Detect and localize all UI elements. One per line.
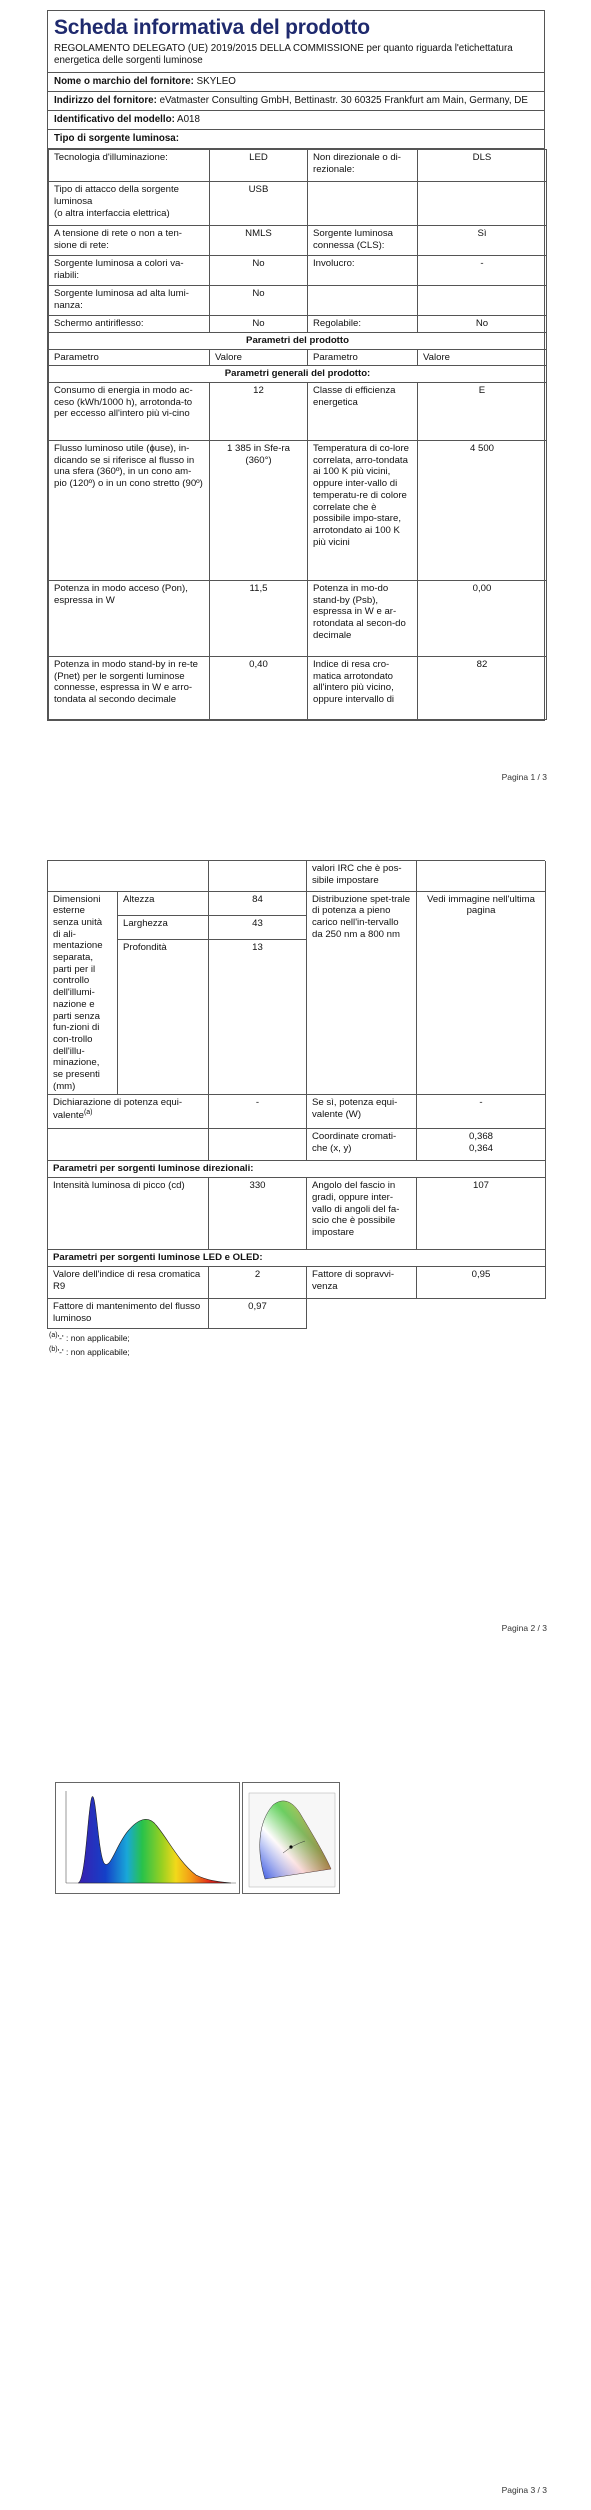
r9-value: 2	[209, 1266, 307, 1298]
table-row	[48, 1129, 546, 1161]
empty-cell	[209, 861, 307, 891]
supplier-name: SKYLEO	[196, 76, 236, 88]
param-label: Regolabile:	[308, 316, 418, 333]
sheet-title: Scheda informativa del prodotto	[54, 16, 370, 39]
table-row	[48, 1266, 546, 1298]
empty-cell	[48, 861, 209, 891]
dimension-label: Profondità	[118, 940, 209, 1095]
table-row	[48, 1178, 546, 1250]
model-id-row	[48, 111, 544, 130]
product-params-heading: Parametri del prodotto	[49, 332, 547, 349]
chroma-label: Coordinate cromati-che (x, y)	[307, 1129, 417, 1161]
spectral-label: Distribuzione spet-trale di potenza a pieno carico nell'in-tervallo da 250 nm a 800 nm	[307, 891, 417, 1095]
general-params-heading: Parametri generali del prodotto:	[49, 366, 547, 383]
empty-cell	[209, 1129, 307, 1161]
footnote-ref: (a)	[83, 1109, 93, 1117]
table-row	[49, 383, 547, 441]
cri-continuation: valori IRC che è pos-sibile impostare	[307, 861, 417, 891]
power-decl-label	[48, 1095, 209, 1129]
column-header-row	[49, 349, 547, 366]
supplier-address-label: Indirizzo del fornitore:	[54, 95, 157, 107]
model-id: A018	[177, 114, 200, 126]
param-label	[308, 182, 418, 226]
cie-chromaticity-image	[242, 1782, 340, 1894]
directional-heading: Parametri per sorgenti luminose direzionali:	[48, 1161, 546, 1178]
empty-cell	[417, 1298, 546, 1328]
section-heading-row	[48, 1250, 546, 1267]
param-label: A tensione di rete o non a ten-sione di rete:	[49, 226, 210, 256]
param-value: 12	[210, 383, 308, 441]
param-label: Potenza in modo acceso (Pon), espressa in W	[49, 581, 210, 657]
table-row	[48, 1298, 546, 1328]
lumen-maint-value: 0,97	[209, 1298, 307, 1328]
column-header: Valore	[210, 349, 308, 366]
param-value: NMLS	[210, 226, 308, 256]
column-header: Parametro	[49, 349, 210, 366]
param-value: 11,5	[210, 581, 308, 657]
column-header: Parametro	[308, 349, 418, 366]
section-heading-row	[49, 332, 547, 349]
r9-label: Valore dell'indice di resa cromatica R9	[48, 1266, 209, 1298]
column-header: Valore	[418, 349, 547, 366]
beam-angle-value: 107	[417, 1178, 546, 1250]
param-value: LED	[210, 150, 308, 182]
beam-angle-label: Angolo del fascio in gradi, oppure inter-vallo di angoli del fa-scio che è possibile impostare	[307, 1178, 417, 1250]
table-row	[49, 657, 547, 720]
table-row	[49, 441, 547, 581]
product-info-sheet-continued	[47, 860, 545, 1357]
light-source-type-table	[48, 149, 547, 720]
dimension-row	[48, 891, 546, 915]
dimension-label: Altezza	[118, 891, 209, 915]
param-value: E	[418, 383, 547, 441]
dimension-value: 13	[209, 940, 307, 1095]
equiv-power-value: -	[417, 1095, 546, 1129]
param-label	[308, 657, 418, 720]
table-row	[49, 226, 547, 256]
chroma-x: 0,368	[468, 1131, 493, 1143]
param-label: Involucro:	[308, 256, 418, 286]
empty-cell	[307, 1298, 417, 1328]
table-row	[48, 861, 546, 891]
param-label: Temperatura di co-lore correlata, arro-tondata ai 100 K più vicini, oppure inter-vallo di temperatu-re di colore correlate che è possibile impo-stare, arrotondato ai 100 K più vicini	[308, 441, 418, 581]
power-decl-value: -	[209, 1095, 307, 1129]
table-row	[49, 182, 547, 226]
param-label: Consumo di energia in modo ac-ceso (kWh/1000 h), arrotonda-to per eccesso all'intero più vi-cino	[49, 383, 210, 441]
param-value: 0,40	[210, 657, 308, 720]
dimensions-label: Dimensioni esterne senza unità di ali-mentazione separata, parti per il controllo dell'illumi-nazione e parti senza fun-zioni di con-trollo dell'illu-minazione, se presenti (mm)	[48, 891, 118, 1095]
supplier-name-label: Nome o marchio del fornitore:	[54, 76, 194, 88]
param-value: DLS	[418, 150, 547, 182]
empty-cell	[48, 1129, 209, 1161]
param-value: No	[210, 256, 308, 286]
model-id-label: Identificativo del modello:	[54, 114, 175, 126]
supplier-address: eVatmaster Consulting GmbH, Bettinastr. 30 60325 Frankfurt am Main, Germany, DE	[159, 95, 528, 107]
param-value: No	[418, 316, 547, 333]
spectrum-graphic	[56, 1783, 241, 1895]
param-label	[308, 286, 418, 316]
param-label: Flusso luminoso utile (ɸuse), in-dicando se si riferisce al flusso in una sfera (360º), in un cono am-pio (120º) o in un cono stretto (90º)	[49, 441, 210, 581]
footnote-text: '-' : non applicabile;	[57, 1332, 130, 1343]
equiv-power-label: Se sì, potenza equi-valente (W)	[307, 1095, 417, 1129]
param-value: Sì	[418, 226, 547, 256]
regulation-text: REGOLAMENTO DELEGATO (UE) 2019/2015 DELLA COMMISSIONE per quanto riguarda l'etichettatura energetica delle sorgenti luminose	[48, 43, 544, 74]
dimension-value: 43	[209, 915, 307, 939]
param-label: Tecnologia d'illuminazione:	[49, 150, 210, 182]
param-value: USB	[210, 182, 308, 226]
param-label: Potenza in mo-do stand-by (Psb), espressa in W e ar-rotondata al secon-do decimale	[308, 581, 418, 657]
param-value: 0,00	[418, 581, 547, 657]
param-label: Sorgente luminosa ad alta lumi-nanza:	[49, 286, 210, 316]
param-label: Sorgente luminosa connessa (CLS):	[308, 226, 418, 256]
page-3	[0, 1690, 591, 2510]
supplier-name-row	[48, 73, 544, 92]
params-table-continued	[47, 861, 546, 1329]
param-value	[418, 286, 547, 316]
page-number: Pagina 1 / 3	[501, 772, 547, 782]
param-label: Sorgente luminosa a colori va-riabili:	[49, 256, 210, 286]
chroma-y: 0,364	[468, 1143, 493, 1155]
dimension-label: Larghezza	[118, 915, 209, 939]
page-1	[0, 0, 591, 790]
param-value: -	[418, 256, 547, 286]
param-label: Tipo di attacco della sorgente luminosa (o altra interfaccia elettrica)	[49, 182, 210, 226]
param-value: No	[210, 316, 308, 333]
section-heading-row	[49, 366, 547, 383]
peak-intensity-value: 330	[209, 1178, 307, 1250]
param-label-text: Potenza in modo stand-by in re-te (Pnet) per le sorgenti luminose connesse, espressa in W e arro-tondata al secondo decimale	[54, 659, 198, 706]
table-row	[49, 316, 547, 333]
footnote-b	[47, 1343, 545, 1357]
table-row	[48, 1095, 546, 1129]
param-label: Schermo antiriflesso:	[49, 316, 210, 333]
footnote-a	[47, 1329, 545, 1343]
peak-intensity-label: Intensità luminosa di picco (cd)	[48, 1178, 209, 1250]
param-label-text: Indice di resa cro-matica arrotondato all'intero più vicino, oppure intervallo di	[313, 659, 395, 706]
table-row	[49, 256, 547, 286]
spectral-value: Vedi immagine nell'ultima pagina	[417, 891, 546, 1095]
table-row	[49, 286, 547, 316]
lumen-maint-label: Fattore di mantenimento del flusso luminoso	[48, 1298, 209, 1328]
param-value: No	[210, 286, 308, 316]
cie-diagram-graphic	[243, 1783, 341, 1895]
supplier-address-row	[48, 92, 544, 111]
spectral-distribution-image	[55, 1782, 240, 1894]
section-heading-row	[48, 1161, 546, 1178]
survival-value: 0,95	[417, 1266, 546, 1298]
light-source-type-heading	[48, 130, 544, 149]
footnote-mark: (a)	[49, 1331, 58, 1339]
table-row	[49, 150, 547, 182]
power-decl-label-text: Dichiarazione di potenza equi-valente	[53, 1097, 183, 1122]
light-source-type-heading-text: Tipo di sorgente luminosa:	[54, 133, 180, 145]
product-info-sheet	[47, 10, 545, 721]
led-heading: Parametri per sorgenti luminose LED e OLED:	[48, 1250, 546, 1267]
footnote-text: '-' : non applicabile;	[57, 1346, 130, 1357]
param-value: 4 500	[418, 441, 547, 581]
param-label	[49, 657, 210, 720]
page-2	[0, 850, 591, 1670]
page-number: Pagina 2 / 3	[501, 1623, 547, 1633]
param-value: 1 385 in Sfe-ra (360°)	[210, 441, 308, 581]
param-label: Non direzionale o di-rezionale:	[308, 150, 418, 182]
spectral-images	[55, 1782, 340, 1894]
footnote-mark: (b)	[49, 1346, 58, 1354]
empty-cell	[417, 861, 546, 891]
survival-label: Fattore di sopravvi-venza	[307, 1266, 417, 1298]
param-label: Classe di efficienza energetica	[308, 383, 418, 441]
dimension-value: 84	[209, 891, 307, 915]
chroma-values	[417, 1129, 546, 1161]
param-value: 82	[418, 657, 547, 720]
table-row	[49, 581, 547, 657]
param-value	[418, 182, 547, 226]
page-number: Pagina 3 / 3	[501, 2485, 547, 2495]
